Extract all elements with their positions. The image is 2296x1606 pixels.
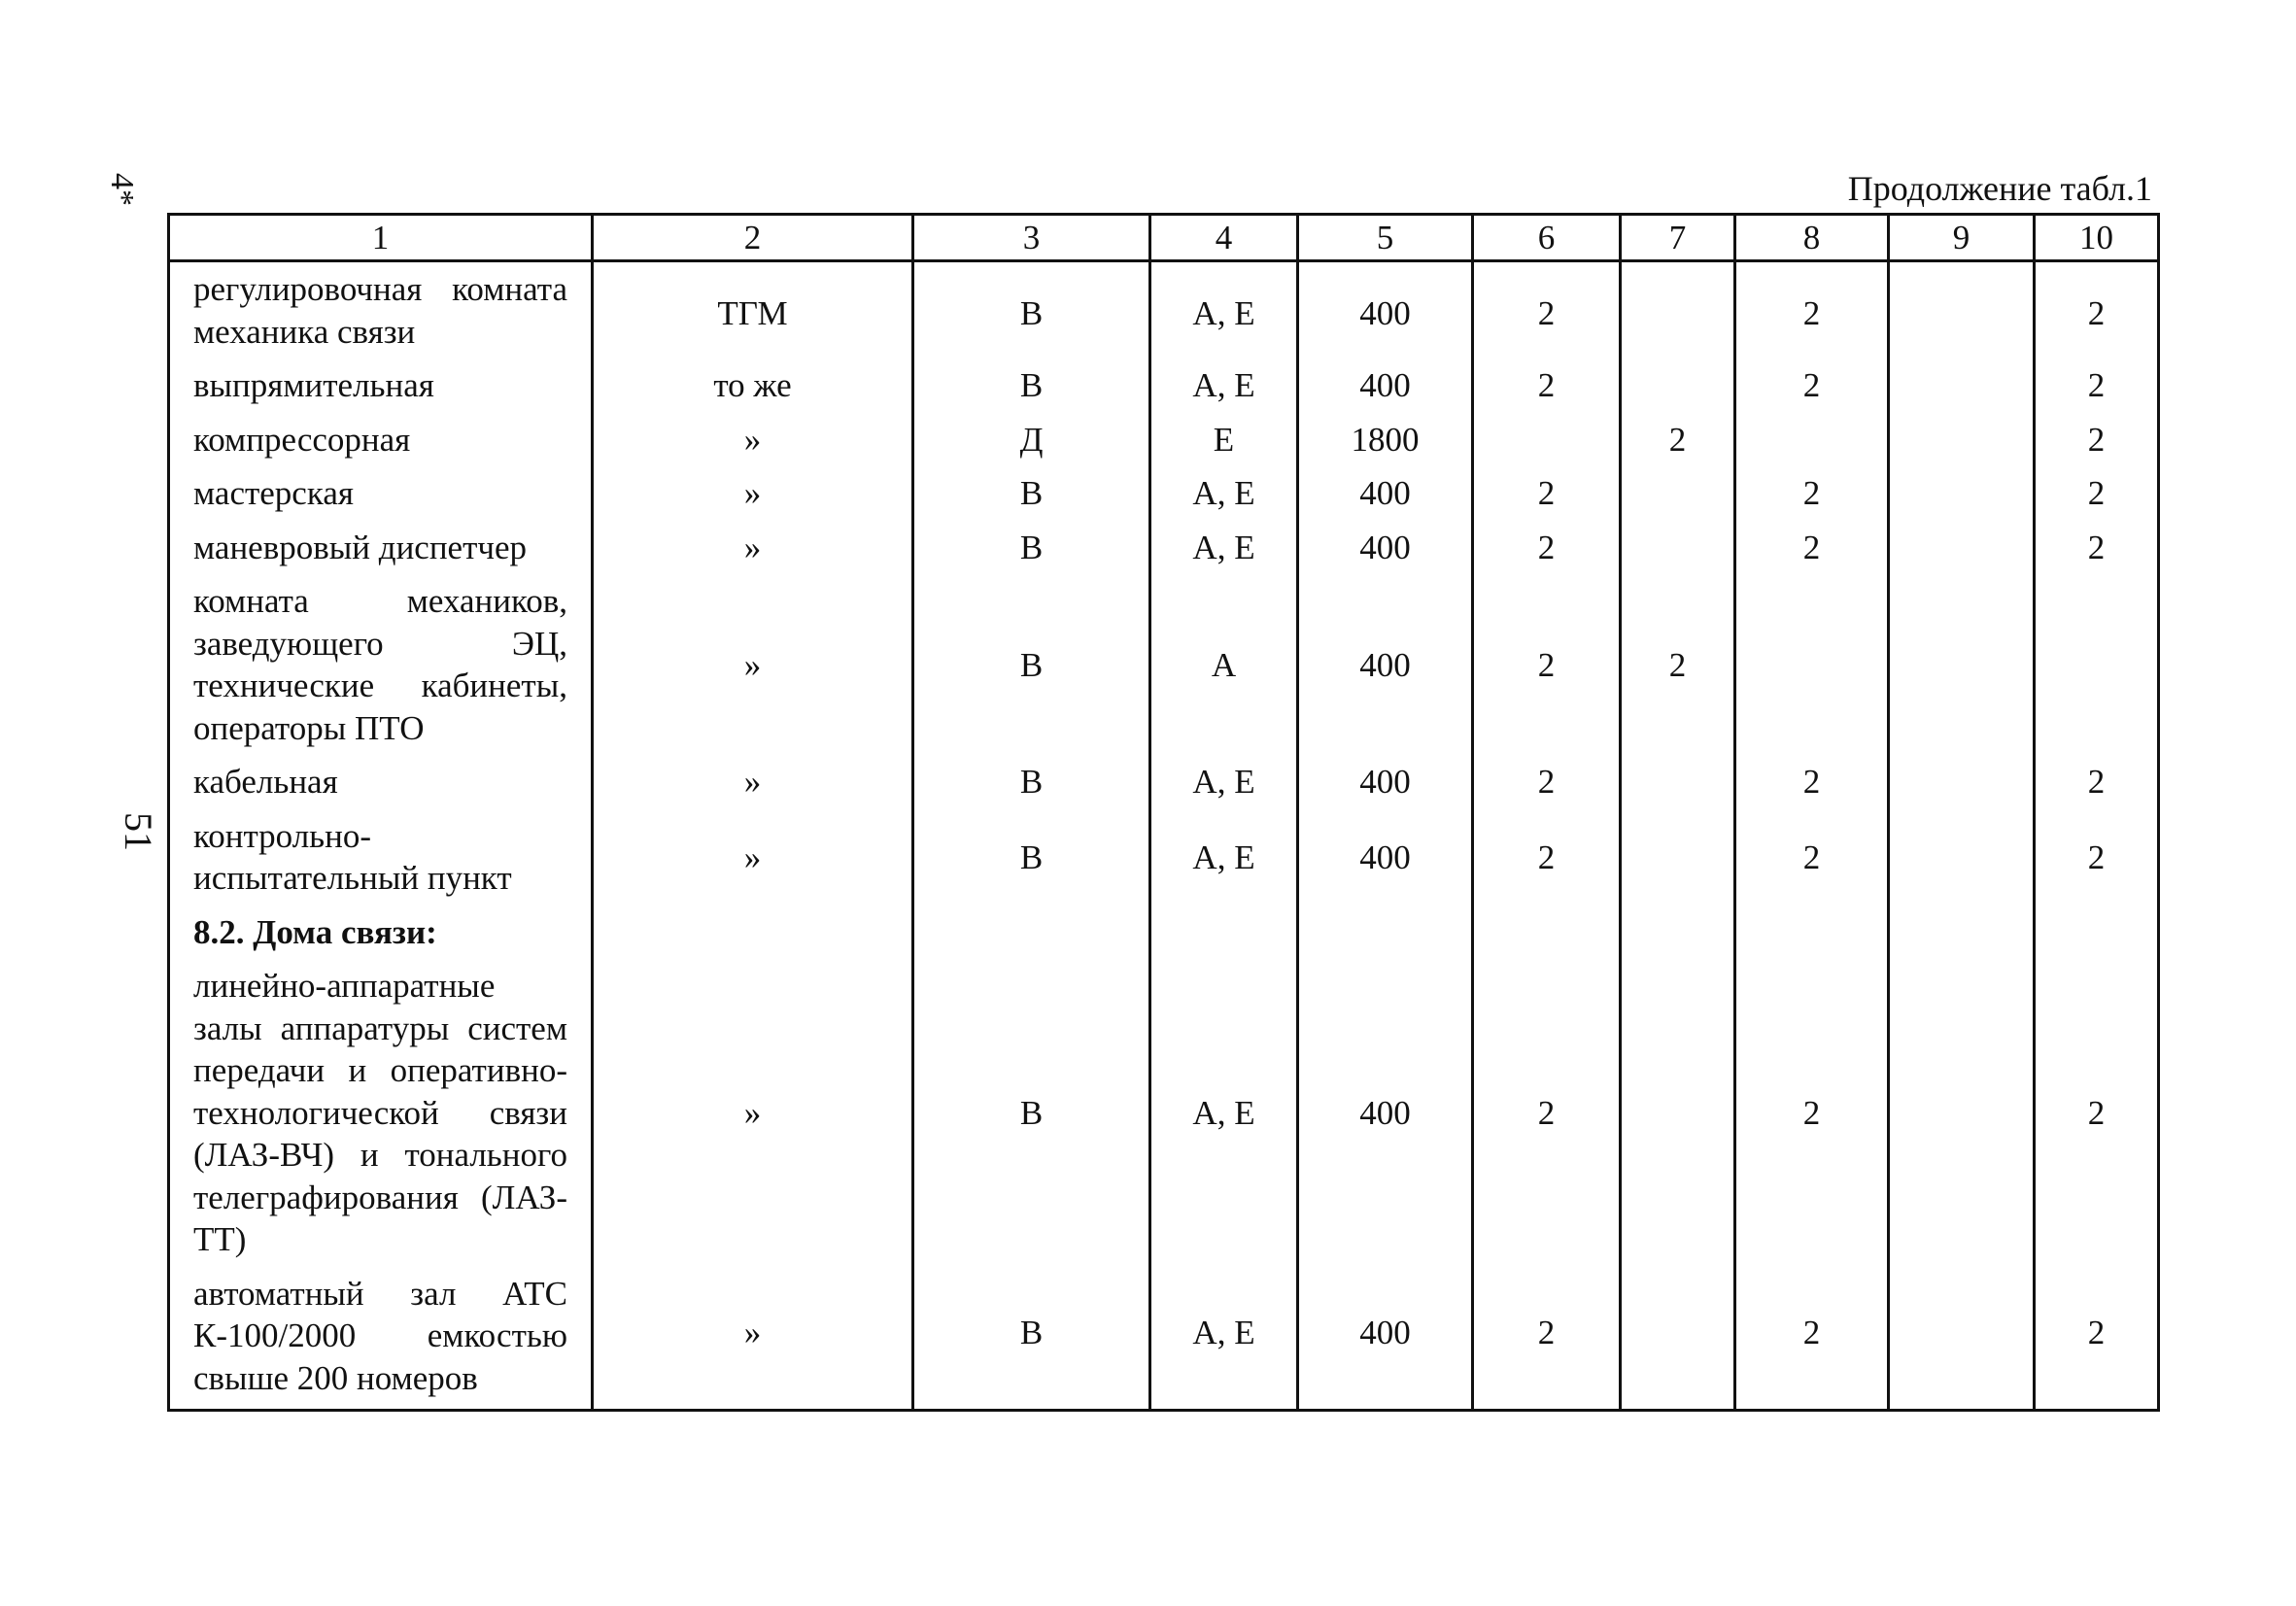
column-header: 7 bbox=[1621, 215, 1735, 261]
table-cell: 2 bbox=[1473, 755, 1621, 809]
table-cell bbox=[1621, 809, 1735, 906]
column-header: 6 bbox=[1473, 215, 1621, 261]
table-cell bbox=[1621, 1267, 1735, 1411]
table-cell bbox=[593, 906, 913, 960]
table-cell: 2 bbox=[1473, 809, 1621, 906]
table-cell: » bbox=[593, 521, 913, 575]
table-row bbox=[169, 755, 2159, 809]
table-cell: 2 bbox=[1473, 1267, 1621, 1411]
table-cell: » bbox=[593, 755, 913, 809]
table-cell bbox=[1889, 413, 2035, 467]
table-cell: В bbox=[913, 261, 1150, 359]
room-name-cell: кабельная bbox=[169, 755, 593, 809]
table-row bbox=[169, 809, 2159, 906]
table-cell: В bbox=[913, 959, 1150, 1267]
table-cell: Е bbox=[1150, 413, 1298, 467]
room-name-cell: автоматный зал АТС К-100/2000 емкостью свыше 200 номеров bbox=[169, 1267, 593, 1411]
table-cell: 400 bbox=[1298, 466, 1473, 521]
table-cell bbox=[1889, 261, 2035, 359]
table-cell bbox=[1621, 906, 1735, 960]
table-cell bbox=[1735, 906, 1889, 960]
table-cell: 400 bbox=[1298, 261, 1473, 359]
table-cell: 400 bbox=[1298, 521, 1473, 575]
table-cell: 2 bbox=[1621, 413, 1735, 467]
table-cell: В bbox=[913, 359, 1150, 413]
table-row bbox=[169, 574, 2159, 755]
table-cell bbox=[1889, 521, 2035, 575]
table-cell: А, Е bbox=[1150, 959, 1298, 1267]
table-cell: 2 bbox=[2035, 809, 2159, 906]
page-marker: 4* bbox=[104, 173, 140, 206]
room-name-cell: маневровый диспетчер bbox=[169, 521, 593, 575]
table-cell bbox=[1889, 755, 2035, 809]
table-cell: В bbox=[913, 466, 1150, 521]
table-cell bbox=[1889, 959, 2035, 1267]
table-cell: 2 bbox=[1735, 1267, 1889, 1411]
table-cell: 400 bbox=[1298, 755, 1473, 809]
room-name-cell: комната механиков, заведующего ЭЦ, технические кабинеты, операторы ПТО bbox=[169, 574, 593, 755]
section-heading-row bbox=[169, 906, 2159, 960]
column-header: 8 bbox=[1735, 215, 1889, 261]
table-cell bbox=[1889, 466, 2035, 521]
table-cell: 2 bbox=[2035, 359, 2159, 413]
table-cell bbox=[1735, 574, 1889, 755]
table-cell: А, Е bbox=[1150, 1267, 1298, 1411]
table-cell: 2 bbox=[2035, 755, 2159, 809]
table-cell bbox=[1473, 906, 1621, 960]
table-cell: В bbox=[913, 1267, 1150, 1411]
table-body bbox=[169, 261, 2159, 1411]
table-cell: » bbox=[593, 1267, 913, 1411]
table-cell: 2 bbox=[1735, 261, 1889, 359]
table-cell bbox=[2035, 906, 2159, 960]
column-header: 9 bbox=[1889, 215, 2035, 261]
table-cell bbox=[1621, 755, 1735, 809]
table-caption: Продолжение табл.1 bbox=[1847, 169, 2152, 208]
column-header: 10 bbox=[2035, 215, 2159, 261]
room-name-cell: регулировочная комната механика связи bbox=[169, 261, 593, 359]
table-cell: 400 bbox=[1298, 959, 1473, 1267]
table-cell: 2 bbox=[1473, 261, 1621, 359]
table-cell: 2 bbox=[1735, 959, 1889, 1267]
table-cell: 2 bbox=[2035, 413, 2159, 467]
table-cell bbox=[1621, 466, 1735, 521]
table-cell: В bbox=[913, 521, 1150, 575]
table-cell bbox=[1621, 261, 1735, 359]
table-cell bbox=[1473, 413, 1621, 467]
table-cell: » bbox=[593, 466, 913, 521]
table-cell: » bbox=[593, 959, 913, 1267]
table-cell bbox=[1621, 521, 1735, 575]
table-cell: 2 bbox=[2035, 1267, 2159, 1411]
table-cell: » bbox=[593, 809, 913, 906]
column-header: 4 bbox=[1150, 215, 1298, 261]
column-header: 3 bbox=[913, 215, 1150, 261]
table-cell: 2 bbox=[2035, 466, 2159, 521]
table-cell: 2 bbox=[1473, 359, 1621, 413]
table-cell: 2 bbox=[1473, 574, 1621, 755]
table-cell bbox=[1621, 959, 1735, 1267]
table-cell: В bbox=[913, 809, 1150, 906]
table-cell: 2 bbox=[1473, 521, 1621, 575]
table-cell: » bbox=[593, 413, 913, 467]
table-cell: 2 bbox=[1735, 755, 1889, 809]
table-cell: то же bbox=[593, 359, 913, 413]
table-row bbox=[169, 1267, 2159, 1411]
column-header: 1 bbox=[169, 215, 593, 261]
table-cell bbox=[913, 906, 1150, 960]
table-cell: В bbox=[913, 755, 1150, 809]
data-table bbox=[167, 213, 2160, 1412]
table-cell: 400 bbox=[1298, 359, 1473, 413]
table-cell bbox=[1889, 1267, 2035, 1411]
table-cell: 2 bbox=[1735, 359, 1889, 413]
table-row bbox=[169, 959, 2159, 1267]
table-cell: А bbox=[1150, 574, 1298, 755]
table-cell: А, Е bbox=[1150, 359, 1298, 413]
table-row bbox=[169, 413, 2159, 467]
table-cell: 2 bbox=[1473, 959, 1621, 1267]
table-cell: 400 bbox=[1298, 574, 1473, 755]
table-cell bbox=[1889, 574, 2035, 755]
table-cell: А, Е bbox=[1150, 466, 1298, 521]
table-cell bbox=[1298, 906, 1473, 960]
table-row bbox=[169, 466, 2159, 521]
table-cell bbox=[1621, 359, 1735, 413]
room-name-cell: контрольно-испытательный пункт bbox=[169, 809, 593, 906]
table-cell: А, Е bbox=[1150, 809, 1298, 906]
table-cell bbox=[1889, 359, 2035, 413]
table-cell: 2 bbox=[1735, 809, 1889, 906]
table-cell: 2 bbox=[2035, 261, 2159, 359]
table-cell: Д bbox=[913, 413, 1150, 467]
table-cell bbox=[1889, 906, 2035, 960]
room-name-cell: выпрямительная bbox=[169, 359, 593, 413]
table-row bbox=[169, 261, 2159, 359]
room-name-cell: линейно-аппаратные залы аппаратуры систем передачи и оперативно-технологической связи (ЛАЗ-ВЧ) и тонального телеграфирования (ЛАЗ-ТТ) bbox=[169, 959, 593, 1267]
table-cell bbox=[1889, 809, 2035, 906]
table-cell: А, Е bbox=[1150, 755, 1298, 809]
table-cell: 2 bbox=[1735, 466, 1889, 521]
table-cell: 2 bbox=[2035, 959, 2159, 1267]
table-row bbox=[169, 521, 2159, 575]
section-heading: 8.2. Дома связи: bbox=[169, 906, 593, 960]
room-name-cell: мастерская bbox=[169, 466, 593, 521]
page-number: 51 bbox=[117, 812, 160, 851]
table-cell: 400 bbox=[1298, 809, 1473, 906]
table-cell: » bbox=[593, 574, 913, 755]
table-row bbox=[169, 359, 2159, 413]
table-cell: 2 bbox=[1735, 521, 1889, 575]
room-name-cell: компрессорная bbox=[169, 413, 593, 467]
table-cell: ТГМ bbox=[593, 261, 913, 359]
table-cell: 1800 bbox=[1298, 413, 1473, 467]
table-header-row bbox=[169, 215, 2159, 261]
table-cell bbox=[1735, 413, 1889, 467]
table-cell: 400 bbox=[1298, 1267, 1473, 1411]
table-cell: А, Е bbox=[1150, 521, 1298, 575]
table-cell: 2 bbox=[1621, 574, 1735, 755]
column-header: 2 bbox=[593, 215, 913, 261]
table-cell: 2 bbox=[1473, 466, 1621, 521]
table-cell bbox=[2035, 574, 2159, 755]
table-cell: А, Е bbox=[1150, 261, 1298, 359]
table-cell: 2 bbox=[2035, 521, 2159, 575]
column-header: 5 bbox=[1298, 215, 1473, 261]
table-cell bbox=[1150, 906, 1298, 960]
table-cell: В bbox=[913, 574, 1150, 755]
